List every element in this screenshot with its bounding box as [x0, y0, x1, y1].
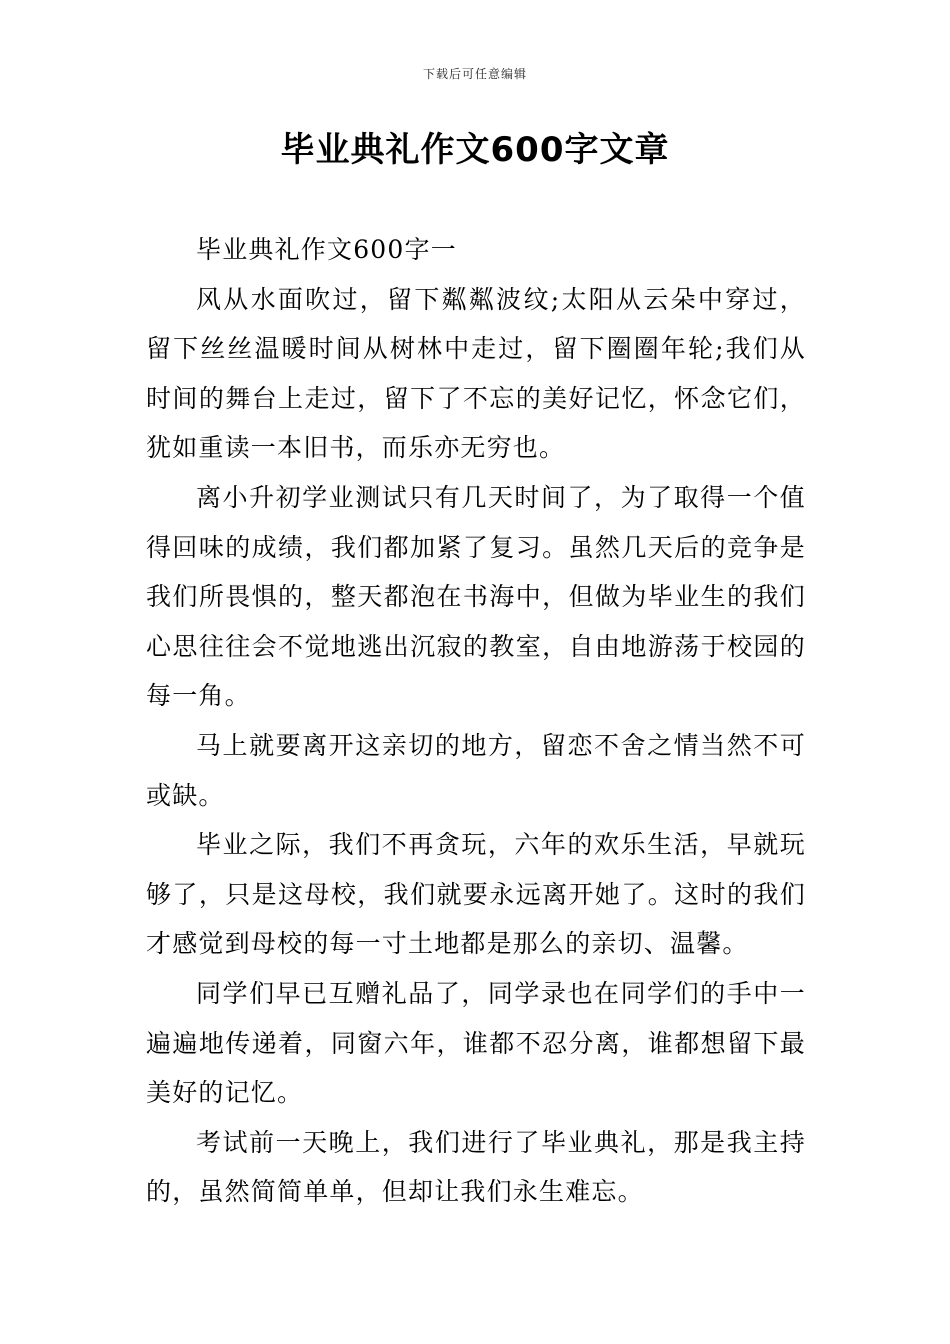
document-title: 毕业典礼作文600字文章	[280, 130, 670, 170]
paragraph: 离小升初学业测试只有几天时间了，为了取得一个值得回味的成绩，我们都加紧了复习。虽然几天后的竞争是我们所畏惧的，整天都泡在书海中，但做为毕业生的我们心思往往会不觉地逃出沉寂的教室，自由地游荡于校园的每一角。	[146, 482, 806, 711]
paragraph-subtitle: 毕业典礼作文600字一	[196, 235, 457, 264]
paragraph: 考试前一天晚上，我们进行了毕业典礼，那是我主持的，虽然简简单单，但却让我们永生难忘。	[146, 1127, 806, 1207]
paragraph: 同学们早已互赠礼品了，同学录也在同学们的手中一遍遍地传递着，同窗六年，谁都不忍分离，谁都想留下最美好的记忆。	[146, 978, 806, 1108]
document-body	[146, 225, 806, 1217]
paragraph: 风从水面吹过，留下粼粼波纹;太阳从云朵中穿过，留下丝丝温暖时间从树林中走过，留下圈圈年轮;我们从时间的舞台上走过，留下了不忘的美好记忆，怀念它们，犹如重读一本旧书，而乐亦无穷也。	[146, 284, 806, 463]
paragraph: 马上就要离开这亲切的地方，留恋不舍之情当然不可或缺。	[146, 730, 806, 810]
header-note: 下载后可任意编辑	[422, 67, 527, 81]
paragraph: 毕业之际，我们不再贪玩，六年的欢乐生活，早就玩够了，只是这母校，我们就要永远离开她了。这时的我们才感觉到母校的每一寸土地都是那么的亲切、温馨。	[146, 830, 806, 959]
